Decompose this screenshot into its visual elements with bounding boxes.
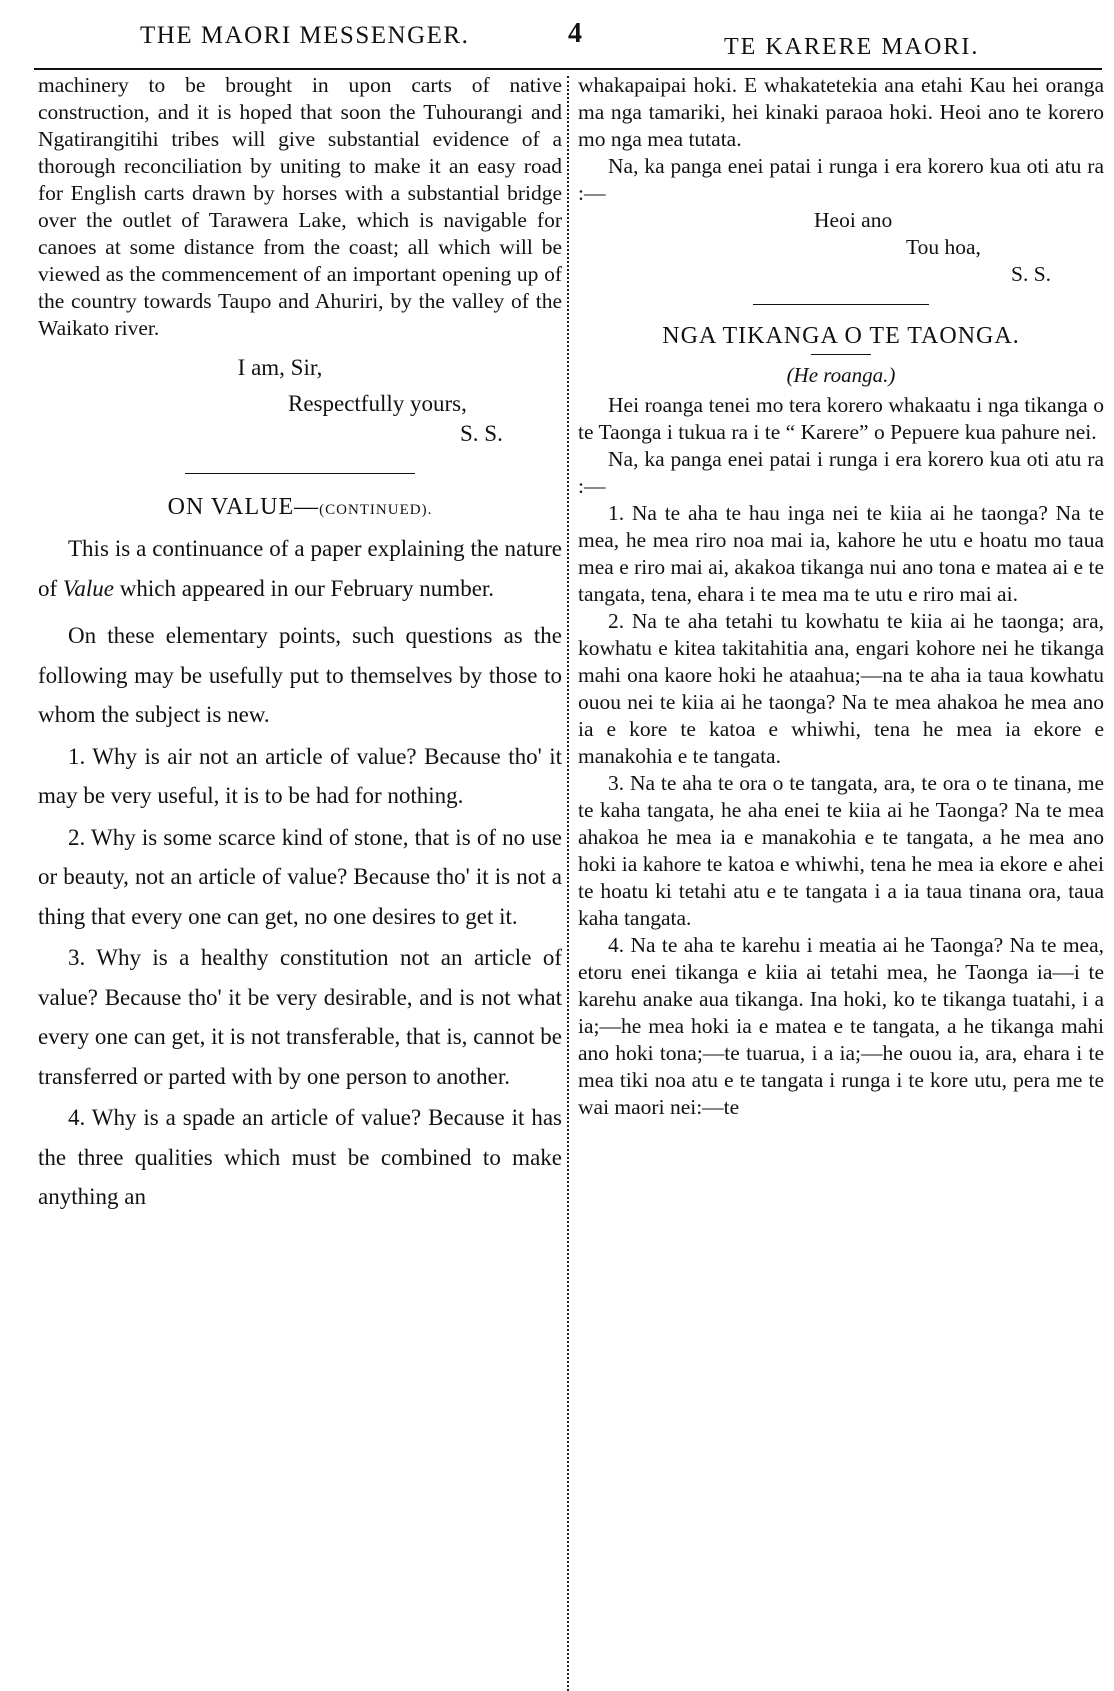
letter-closing-maori: Heoi ano — [814, 208, 893, 232]
article-intro — [38, 529, 562, 608]
article-title-text: ON VALUE— — [167, 494, 320, 520]
article-intro-maori: Hei roanga tenei mo tera korero whakaatu i nga tikanga o te Taonga i tukua ra i te “ Karere” o Pepuere kua pahure nei. — [578, 393, 1104, 444]
title-underline — [811, 354, 871, 355]
letter-paragraph-maori: Na, ka panga enei patai i runga i era korero kua oti atu ra :— — [578, 154, 1104, 205]
intro-italic-term: Value — [62, 575, 115, 601]
question-4: 4. Why is a spade an article of value? Because it has the three qualities which must be combined to make anything an — [38, 1105, 562, 1209]
letter-friend-maori: Tou hoa, — [906, 235, 981, 259]
header-maori-title: TE KARERE MAORI. — [724, 34, 980, 60]
letter-initials: S. S. — [460, 421, 503, 446]
article-title — [38, 494, 562, 521]
letter-conclusion-maori: whakapaipai hoki. E whakatetekia ana etahi Kau hei oranga ma nga tamariki, hei kinaki paraoa hoki. Heoi ano te korero mo nga mea tutata. — [578, 73, 1104, 151]
section-rule — [753, 304, 929, 305]
answer-4: 4. Na te aha te karehu i meatia ai he Taonga? Na te mea, etoru enei tikanga e kiia ai tetahi mea, he Taonga ia—i te karehu anake aua tikanga. Ina hoki, ko te tikanga tuatahi, i a ia;—he mea hoki ia e matea e te tangata, a he tikanga mahi ano hoki tona;—te tuarua, i a ia;—he ouou ia, ara, ehara i te mea tiki noa atu e te tangata i runga i te kore utu, pera me te wai maori nei:—te — [578, 933, 1104, 1119]
letter-conclusion: machinery to be brought in upon carts of native construction, and it is hoped that soon the Tuhourangi and Ngatirangitihi tribes will give substantial evidence of a thorough reconciliation by uniting to make it an easy road for English carts drawn by horses with a substantial bridge over the outlet of Tarawera Lake, which is navigable for canoes at some distance from the coast; all which will be viewed as the commencement of an important opening up of the country towards Taupo and Ahuriri, by the valley of the Waikato river. — [38, 73, 562, 340]
article-paragraph: On these elementary points, such questions as the following may be usefully put to themselves by those to whom the subject is new. — [38, 623, 562, 727]
answer-2: 2. Na te aha tetahi tu kowhatu te kiia ai he taonga; ara, kowhatu e kitea takitahitia ana, engari kohore nei he tikanga mahi ona kaore hoki he ataahua;—na te aha ia taua kowhatu ouou nei te kiia ai he taonga? Na te mea ahakoa he mea ano ia e kore te katoa e whiwhi, tena he mea ia ekore e manakohia e te tangata. — [578, 609, 1104, 768]
article-subtitle-maori: (He roanga.) — [786, 363, 896, 387]
letter-closing: Respectfully yours, — [288, 391, 467, 416]
header-rule — [34, 68, 1102, 70]
question-2: 2. Why is some scarce kind of stone, that is of no use or beauty, not an article of value? Because tho' it is not a thing that every one can get, no one desires to get it. — [38, 824, 562, 929]
question-3: 3. Why is a healthy constitution not an article of value? Because tho' it be very desirable, and is not what every one can get, it is not transferable, that is, cannot be transferred or parted with by one person to another. — [38, 945, 562, 1089]
column-divider — [567, 76, 569, 1691]
question-1: 1. Why is air not an article of value? Because tho' it may be very useful, it is to be had for nothing. — [38, 743, 562, 808]
answer-1: 1. Na te aha te hau inga nei te kiia ai he taonga? Na te mea, he mea riro noa mai ia, kahore he utu e hoatu mo taua mea e riro mai ai, akakoa tikanga nui ano tona e matea ai e te tangata, tena, ehara i te mea ma te utu e riro mai ai. — [578, 501, 1104, 606]
letter-salutation: I am, Sir, — [237, 355, 323, 380]
maori-column — [578, 72, 1104, 1121]
page-number: 4 — [568, 18, 582, 49]
article-title-maori: NGA TIKANGA O TE TAONGA. — [662, 323, 1020, 349]
header-english-title: THE MAORI MESSENGER. — [140, 22, 470, 49]
page-header — [0, 0, 1114, 70]
letter-initials-maori: S. S. — [1011, 262, 1052, 286]
section-rule — [185, 473, 415, 474]
intro-text-end: which appeared in our February number. — [114, 575, 495, 601]
article-paragraph-maori: Na, ka panga enei patai i runga i era korero kua oti atu ra :— — [578, 447, 1104, 498]
english-column — [38, 72, 562, 1217]
answer-3: 3. Na te aha te ora o te tangata, ara, te ora o te tinana, me te kaha tangata, he aha enei te kiia ai he Taonga? Na te mea ahakoa he mea ia e manakohia e te tangata, a he mea ano hoki ia kahore te katoa e whiwhi, tena he mea ia ekore e ahei te hoatu ki tetahi atu e te tangata i a ia taua tinana ora, taua kaha tangata. — [578, 771, 1104, 930]
intro-text-start: This is a continuance of a paper explaining the nature of — [38, 536, 562, 601]
article-title-note: (CONTINUED). — [319, 502, 433, 518]
